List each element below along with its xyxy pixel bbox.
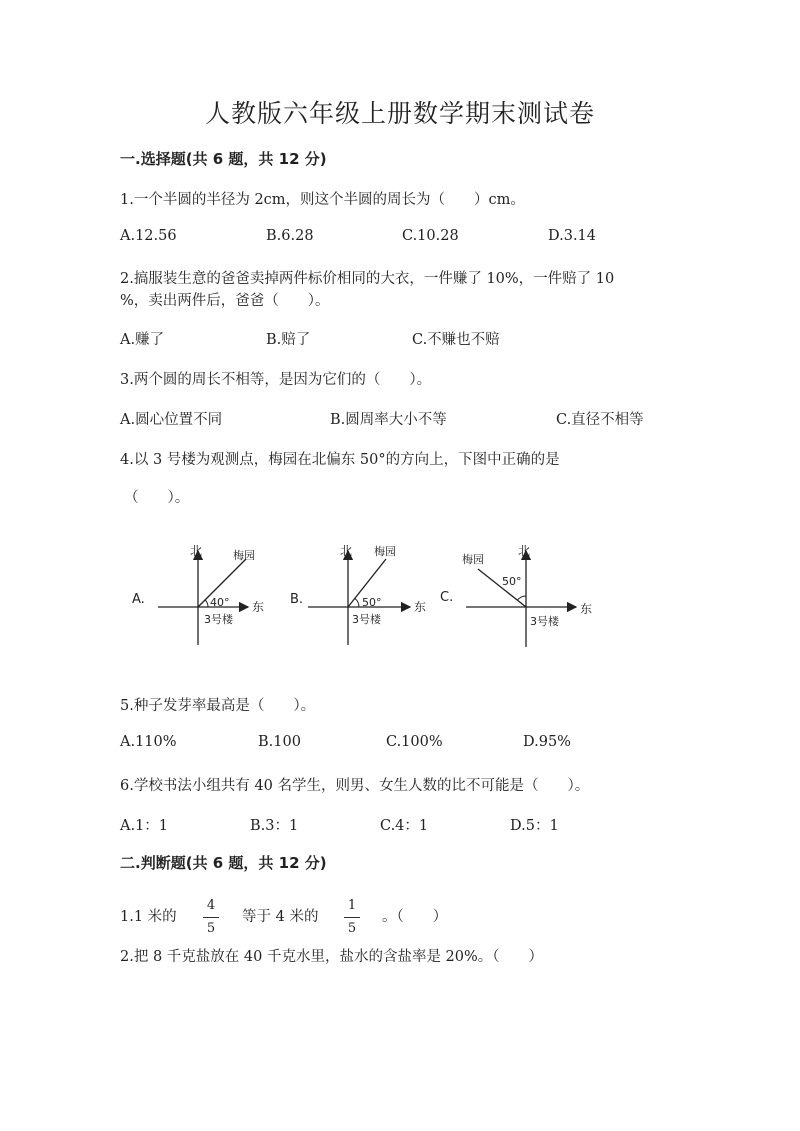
question-6-option-b: B.3：1	[250, 818, 299, 834]
question-2-option-b: B.赔了	[266, 332, 311, 348]
diagram-b-angle-label: 50°	[362, 596, 382, 609]
diagram-a-label: A.	[132, 592, 145, 607]
diagram-a-origin-label: 3号楼	[204, 613, 233, 626]
question-1-text: 1.一个半圆的半径为 2cm，则这个半圆的周长为（ ）cm。	[120, 192, 525, 208]
question-3-option-c: C.直径不相等	[556, 412, 644, 428]
question-4-text-line2: （ ）。	[124, 490, 190, 506]
question-2-option-a: A.赚了	[120, 332, 165, 348]
question-4-text-line1: 4.以 3 号楼为观测点，梅园在北偏东 50°的方向上，下图中正确的是	[120, 452, 560, 468]
fraction-1-numerator: 4	[206, 898, 216, 913]
diagram-c-angle-arc	[517, 596, 526, 600]
tf-question-1-fraction-1	[201, 898, 221, 937]
question-2-text-line2: %，卖出两件后，爸爸（ ）。	[120, 293, 330, 309]
question-5-option-b: B.100	[258, 734, 301, 750]
question-3-option-a: A.圆心位置不同	[120, 412, 223, 428]
tf-question-1-part2: 等于 4 米的	[242, 909, 319, 925]
diagram-b-angle-arc	[355, 598, 359, 607]
fraction-2-numerator: 1	[347, 898, 357, 913]
question-2-text-line1: 2.搞服装生意的爸爸卖掉两件标价相同的大衣，一件赚了 10%，一件赔了 10	[120, 271, 615, 287]
tf-question-1-fraction-2	[342, 898, 362, 937]
question-3-text: 3.两个圆的周长不相等，是因为它们的（ ）。	[120, 372, 432, 388]
diagram-a-angle-arc	[205, 600, 208, 607]
tf-question-1-part3: 。（ ）	[382, 909, 448, 925]
fraction-2-bar	[344, 917, 360, 918]
question-6-text: 6.学校书法小组共有 40 名学生，则男、女生人数的比不可能是（ ）。	[120, 778, 590, 794]
diagram-b-origin-label: 3号楼	[352, 613, 381, 626]
question-1-option-c: C.10.28	[402, 228, 459, 244]
diagram-b-label: B.	[290, 592, 304, 607]
section-heading-true-false: 二.判断题(共 6 题，共 12 分)	[120, 854, 327, 872]
question-6-option-d: D.5：1	[510, 818, 559, 834]
diagram-b	[290, 544, 426, 645]
question-4-diagrams	[120, 535, 600, 665]
diagram-a-east-label: 东	[252, 600, 265, 614]
page-title: 人教版六年级上册数学期末测试卷	[204, 99, 595, 128]
question-5-option-a: A.110%	[120, 734, 177, 750]
tf-question-1-part1: 1.1 米的	[120, 909, 177, 925]
fraction-2-denominator: 5	[347, 921, 357, 936]
diagram-c	[440, 544, 592, 647]
diagram-c-target-label: 梅园	[462, 553, 484, 566]
fraction-1-bar	[203, 917, 219, 918]
section-heading-choice: 一.选择题(共 6 题，共 12 分)	[120, 150, 327, 168]
diagram-b-north-label: 北	[340, 544, 353, 558]
question-3-option-b: B.圆周率大小不等	[330, 412, 447, 428]
question-6-option-a: A.1：1	[120, 818, 169, 834]
question-5-option-d: D.95%	[523, 734, 571, 750]
diagram-a-angle-label: 40°	[210, 596, 230, 609]
question-6-option-c: C.4：1	[380, 818, 429, 834]
tf-question-2-text: 2.把 8 千克盐放在 40 千克水里，盐水的含盐率是 20%。（ ）	[120, 949, 544, 965]
question-5-text: 5.种子发芽率最高是（ ）。	[120, 698, 316, 714]
diagram-c-east-label: 东	[580, 602, 593, 616]
fraction-1-denominator: 5	[206, 921, 216, 936]
diagram-b-target-label: 梅园	[374, 545, 396, 558]
diagram-c-north-label: 北	[518, 544, 531, 558]
diagram-a-target-label: 梅园	[233, 549, 255, 562]
question-1-option-d: D.3.14	[548, 228, 597, 244]
question-1-option-b: B.6.28	[266, 228, 314, 244]
diagram-a	[132, 544, 264, 645]
question-1-option-a: A.12.56	[120, 228, 177, 244]
diagram-a-north-label: 北	[190, 544, 203, 558]
question-5-option-c: C.100%	[386, 734, 443, 750]
diagram-c-angle-label: 50°	[502, 575, 522, 588]
diagram-c-origin-label: 3号楼	[530, 615, 559, 628]
diagram-b-east-label: 东	[414, 600, 427, 614]
question-2-option-c: C.不赚也不赔	[412, 332, 500, 348]
diagram-c-label: C.	[440, 590, 454, 605]
